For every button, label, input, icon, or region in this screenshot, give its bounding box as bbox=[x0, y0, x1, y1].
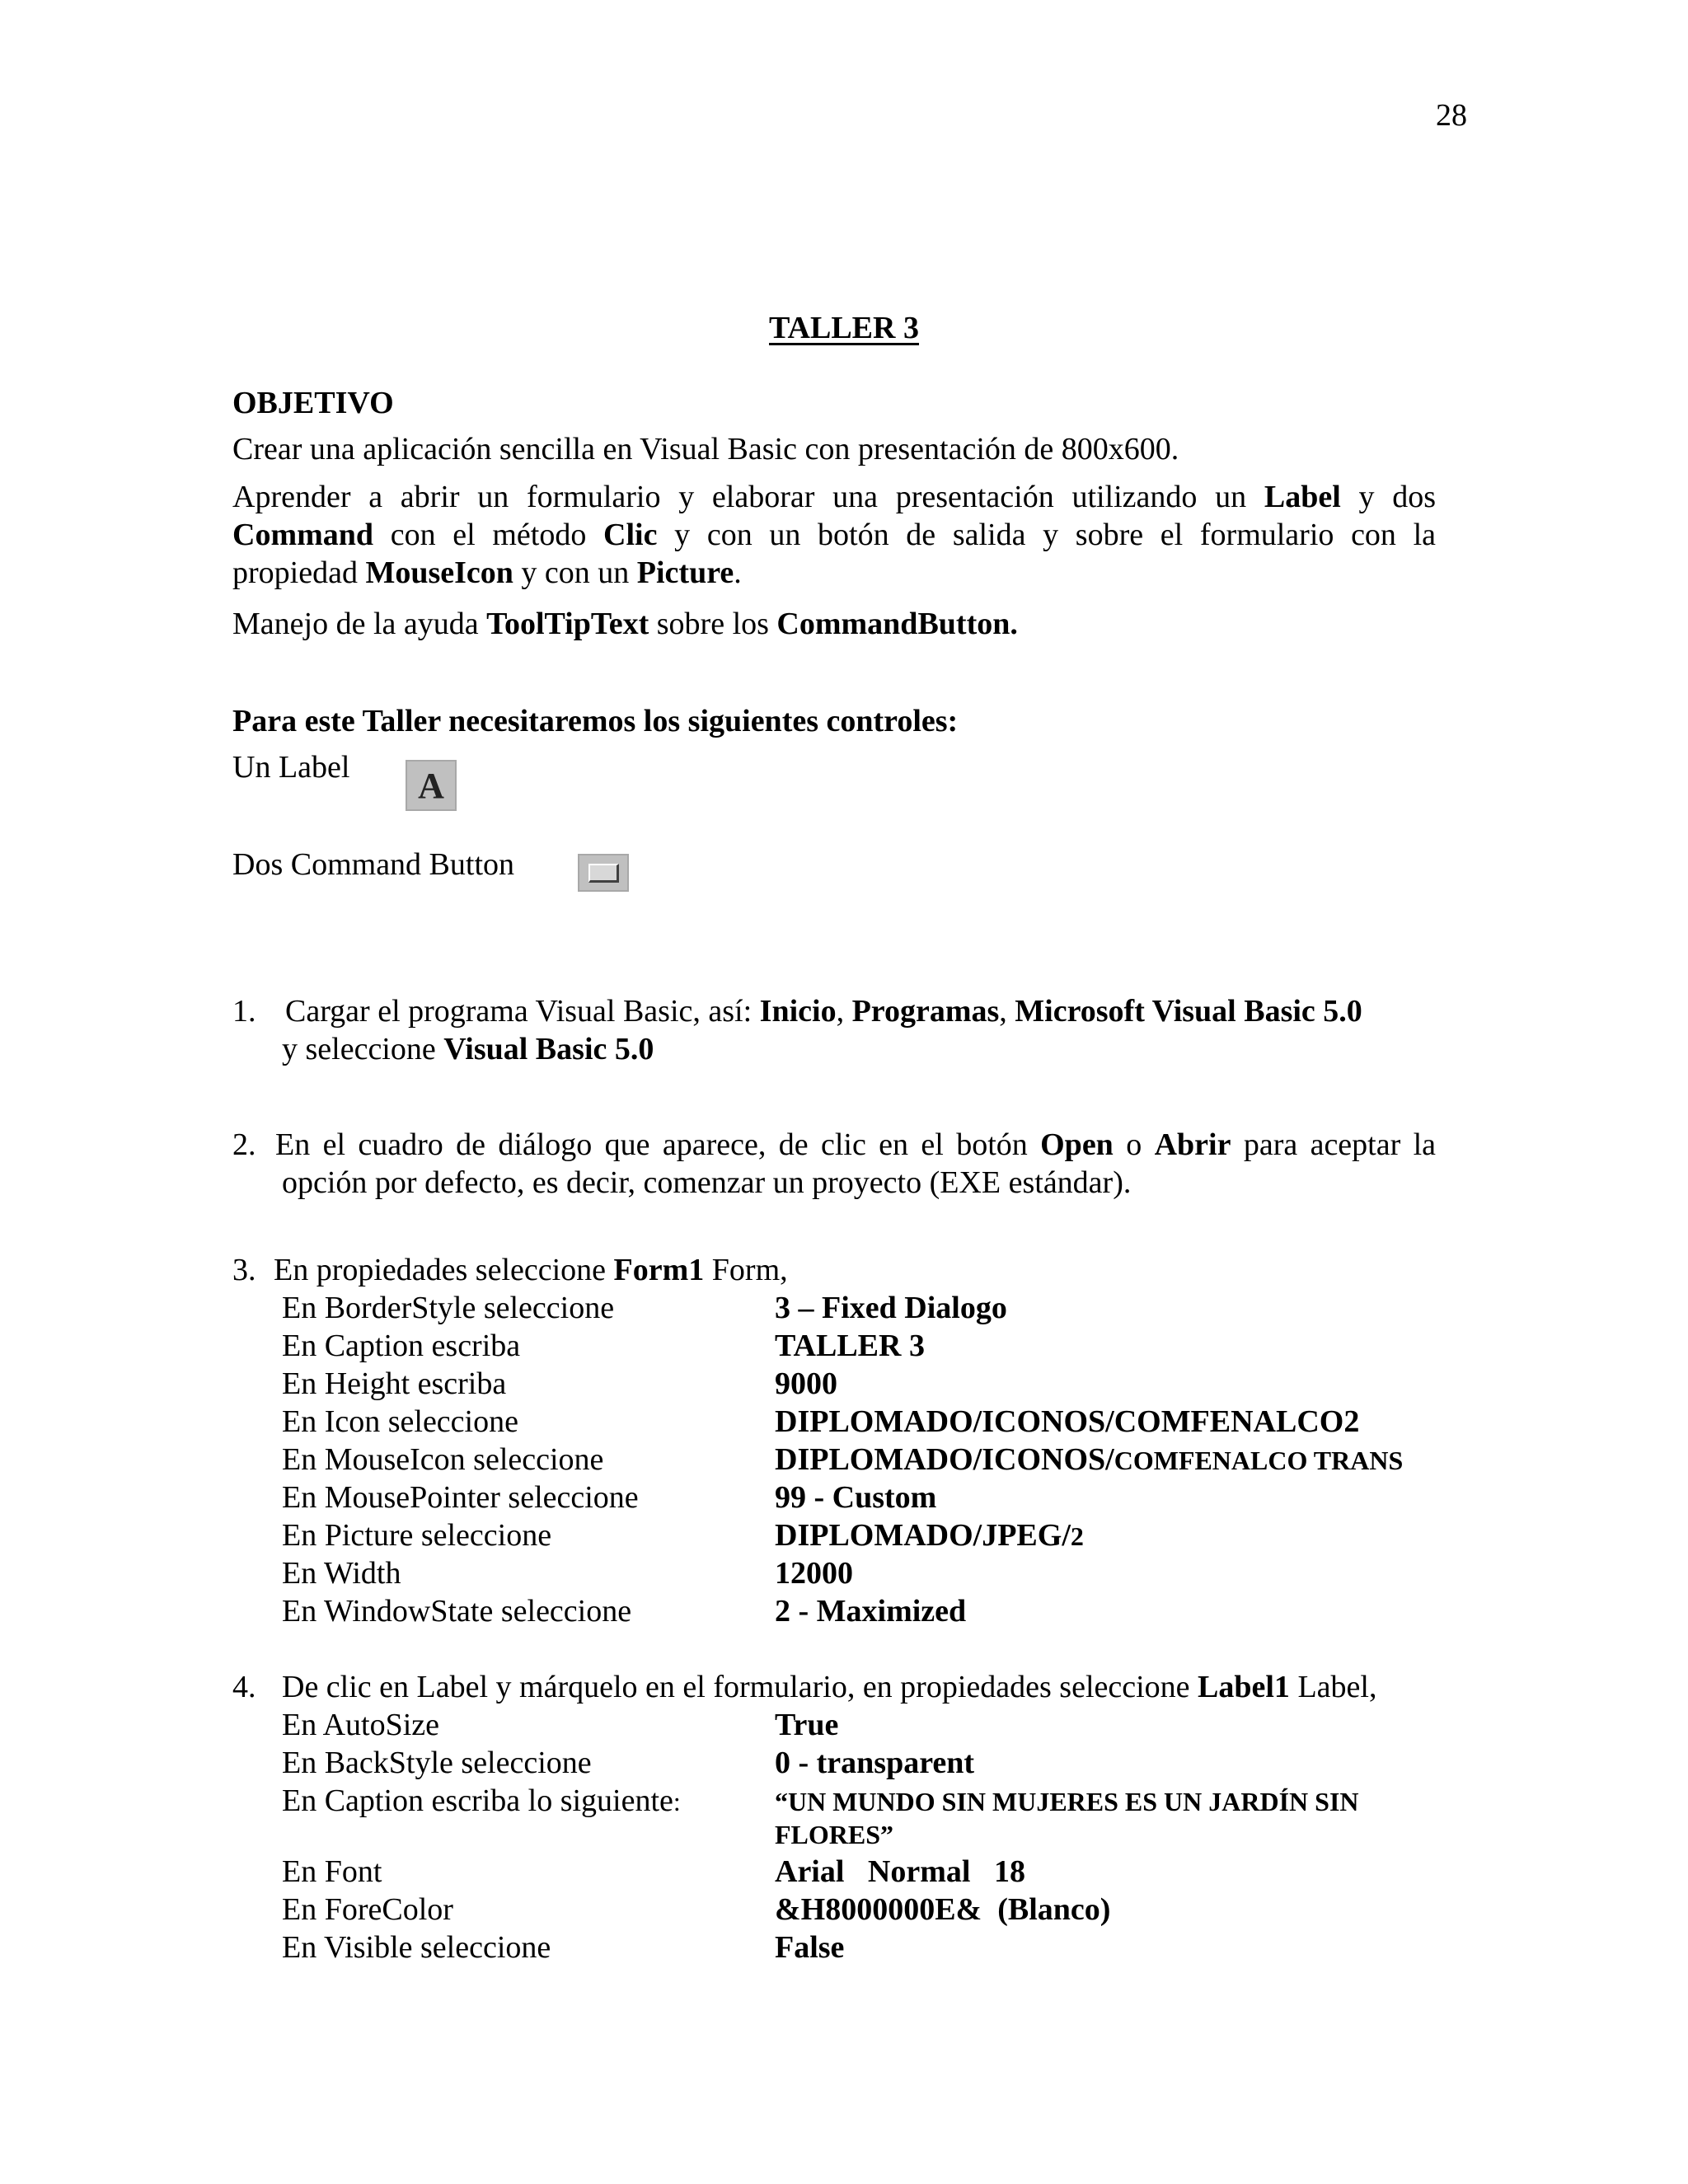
label-prop-label: En ForeColor bbox=[282, 1892, 453, 1927]
label-prop-value: Arial Normal 18 bbox=[775, 1854, 1025, 1889]
step-1-line-2: y seleccione Visual Basic 5.0 bbox=[282, 1032, 654, 1066]
form-prop-label: En Caption escriba bbox=[282, 1329, 521, 1363]
label-prop-value-caption-line-2: FLORES” bbox=[775, 1820, 894, 1849]
form-prop-value: TALLER 3 bbox=[775, 1329, 925, 1363]
label-prop-label: En Caption escriba lo siguiente: bbox=[282, 1783, 681, 1818]
control-item-command-button: Dos Command Button bbox=[232, 847, 515, 882]
objetivo-paragraph-2-line-2: Command con el método Clic y con un botón de salida y sobre el formulario con la bbox=[232, 518, 1437, 552]
control-item-label: Un Label bbox=[232, 750, 350, 785]
step-4-line-1: De clic en Label y márquelo en el formulario, en propiedades seleccione Label1 Label, bbox=[282, 1670, 1377, 1704]
label-prop-label: En Visible seleccione bbox=[282, 1930, 551, 1965]
step-3-line-1: En propiedades seleccione Form1 Form, bbox=[274, 1253, 788, 1287]
objetivo-paragraph-1: Crear una aplicación sencilla en Visual Basic con presentación de 800x600. bbox=[232, 432, 1179, 466]
form-prop-label: En MousePointer seleccione bbox=[282, 1480, 639, 1515]
form-prop-label: En Icon seleccione bbox=[282, 1404, 518, 1439]
form-prop-label: En WindowState seleccione bbox=[282, 1594, 632, 1629]
objetivo-heading: OBJETIVO bbox=[232, 386, 394, 420]
form-prop-value: 99 - Custom bbox=[775, 1480, 937, 1515]
label-prop-value-caption-line-1: “UN MUNDO SIN MUJERES ES UN JARDÍN SIN bbox=[775, 1787, 1359, 1816]
form-prop-value: DIPLOMADO/ICONOS/COMFENALCO2 bbox=[775, 1404, 1360, 1439]
form-prop-value: DIPLOMADO/JPEG/2 bbox=[775, 1518, 1084, 1553]
form-prop-label: En Picture seleccione bbox=[282, 1518, 552, 1553]
label-control-icon: A bbox=[406, 760, 457, 811]
objetivo-paragraph-2-line-1: Aprender a abrir un formulario y elaborar una presentación utilizando un Label y dos bbox=[232, 480, 1437, 514]
label-prop-label: En BackStyle seleccione bbox=[282, 1746, 592, 1780]
label-prop-label: En AutoSize bbox=[282, 1708, 440, 1742]
page-title-text: TALLER 3 bbox=[769, 311, 919, 345]
step-2-line-2: opción por defecto, es decir, comenzar un proyecto (EXE estándar). bbox=[282, 1165, 1132, 1200]
form-prop-label: En MouseIcon seleccione bbox=[282, 1442, 604, 1477]
label-prop-value: True bbox=[775, 1708, 839, 1742]
form-prop-value: 2 - Maximized bbox=[775, 1594, 967, 1629]
page-number: 28 bbox=[1436, 98, 1467, 133]
objetivo-paragraph-3: Manejo de la ayuda ToolTipText sobre los CommandButton. bbox=[232, 607, 1018, 641]
page-title bbox=[0, 310, 1688, 346]
step-2-line-1: En el cuadro de diálogo que aparece, de clic en el botón Open o Abrir para aceptar la bbox=[275, 1127, 1437, 1162]
controles-heading: Para este Taller necesitaremos los siguientes controles: bbox=[232, 704, 959, 738]
label-prop-label: En Font bbox=[282, 1854, 382, 1889]
form-prop-label: En BorderStyle seleccione bbox=[282, 1291, 615, 1325]
label-prop-value: False bbox=[775, 1930, 845, 1965]
step-1-line-1: Cargar el programa Visual Basic, así: Inicio, Programas, Microsoft Visual Basic 5.0 bbox=[285, 994, 1362, 1029]
command-button-control-icon bbox=[578, 854, 629, 892]
step-3-number: 3. bbox=[232, 1253, 256, 1287]
step-2-number: 2. bbox=[232, 1127, 256, 1162]
form-prop-label: En Width bbox=[282, 1556, 401, 1591]
step-1-number: 1. bbox=[232, 994, 256, 1029]
step-4-number: 4. bbox=[232, 1670, 256, 1704]
form-prop-value: 9000 bbox=[775, 1366, 837, 1401]
form-prop-value: 12000 bbox=[775, 1556, 853, 1591]
objetivo-paragraph-2-line-3: propiedad MouseIcon y con un Picture. bbox=[232, 555, 742, 590]
label-prop-value: &H8000000E& (Blanco) bbox=[775, 1892, 1111, 1927]
command-button-icon-face bbox=[588, 864, 619, 883]
form-prop-label: En Height escriba bbox=[282, 1366, 507, 1401]
form-prop-value: 3 – Fixed Dialogo bbox=[775, 1291, 1007, 1325]
form-prop-value: DIPLOMADO/ICONOS/COMFENALCO TRANS bbox=[775, 1442, 1404, 1477]
label-prop-value: 0 - transparent bbox=[775, 1746, 975, 1780]
